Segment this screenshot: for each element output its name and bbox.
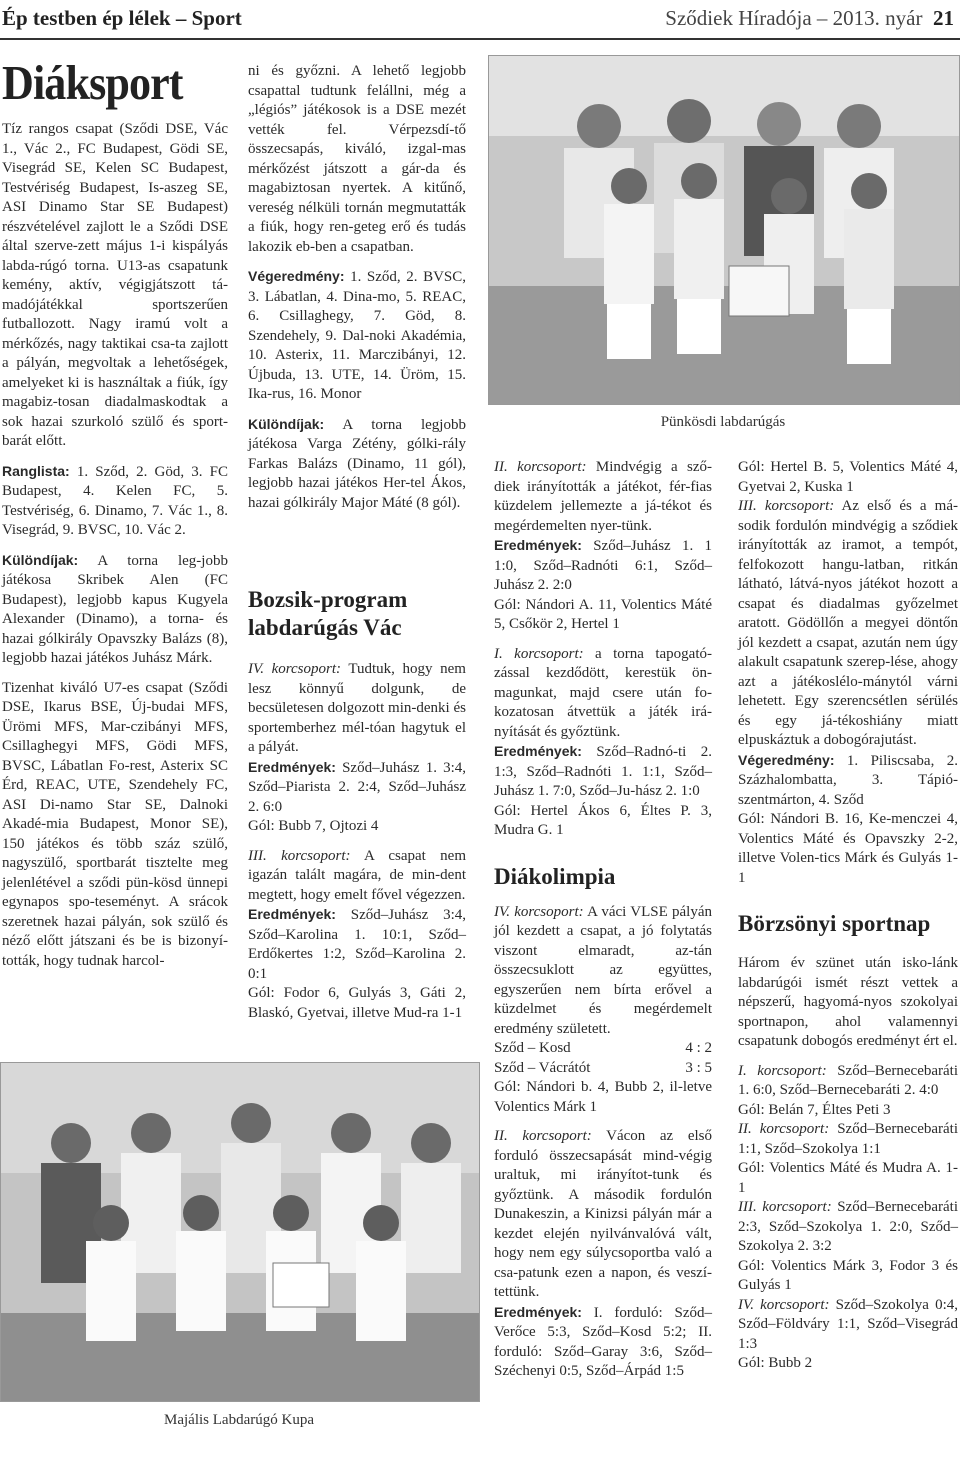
ii-gol: Gól: Nándori A. 11, Volentics Máté 5, Csőkör 2, Hertel 1: [494, 596, 712, 632]
text: A torna legjobb játékosa Varga Zétény, gólki-rály Farkas Balázs (Dinamo, 11 gól), legjobb hazai játékos Her-tel Ákos, hazai gólkirály Major Máté (8 gól).: [248, 416, 466, 511]
text: Mindvégig a sző-diek irányították a játékot, fér-fias küzdelem jellemezte a já-tékot és megérdemelten nyer-tünk.: [494, 459, 713, 534]
diakolimpia-vegeredmeny: [738, 751, 958, 811]
label: Eredmények:: [248, 758, 336, 775]
bozsik-column-a: [248, 660, 466, 1023]
iii-eredmenyek: [248, 905, 466, 984]
text: Sződ–Radnó-ti 2. 1:3, Sződ–Radnóti 1. 1:1, Sződ–Juhász 1. 7:0, Sződ–Ju-hász 2. 1:0: [494, 744, 712, 799]
i-gol: Gól: Hertel Ákos 6, Éltes P. 3, Mudra G. 1: [494, 802, 712, 838]
publication-info: [665, 6, 954, 31]
section-title: Ép testben ép lélek – Sport: [2, 6, 242, 30]
text: 1. Sződ, 2. Göd, 3. FC Budapest, 4. Kelen FC, 5. Testvériség, 6. Dinamo, 7. Vác 1., 8. Visegrád, 9. BVSC, 10. Vác 2.: [2, 463, 229, 538]
borzsony-i-gol: Gól: Belán 7, Éltes Peti 3: [738, 1101, 891, 1118]
text: Sződ–Juhász 1. 1 1:0, Sződ–Radnóti 6:1, Sződ–Juhász 2. 2:0: [494, 538, 713, 593]
publication-name: Sződiek Híradója – 2013. nyár: [665, 6, 923, 30]
header-rule: [0, 38, 960, 40]
text: Tudtuk, hogy nem lesz könnyű dolgunk, de becsületesen dolgozott min-denki és sportemberhez mél-tóan hagytuk el a pályát.: [248, 661, 466, 755]
text: Vácon az első forduló összecsapását mind-végig uraltuk, mi irányítot-tunk és győztünk. A második fordulón Dunakeszin, a Kinizsi pályán már a kezdet elején nyilvánvalóvá vált, hogy nem egy súlycsoportba való a csa-patunk ezen a napon, és veszí-tettünk.: [494, 1128, 712, 1300]
iv-korcsoport: [248, 660, 466, 758]
photo-may-caption: Majális Labdarúgó Kupa: [164, 1412, 314, 1428]
text: Sződ–Bernecebaráti 2:3, Sződ–Szokolya 1. 2:0, Sződ–Szokolya 2. 3:2: [738, 1199, 959, 1254]
text: 1. Sződ, 2. BVSC, 3. Lábatlan, 4. Dina-mo, 5. REAC, 6. Csillaghegy, 7. Göd, 8. Szendehely, 9. Dal-noki Akadémia, 10. Asterix, 11. Marczibányi, 12. Újbuda, 13. UTE, 14. Üröm, 15. Ika-rus, 16. Monor: [248, 269, 467, 402]
table-row: [494, 1039, 712, 1059]
i-eredmenyek: [494, 742, 712, 802]
paragraph: Tíz rangos csapat (Sződi DSE, Vác 1., Vác 2., FC Budapest, Gödi SE, Visegrád SE, Kelen SC Budapest, Testvériség Budapest, Is-aszeg SE, ASI Dinamo Star SE Budapest) részvételével zajlott le a Sződi DSE által szerve-zett május 1-i kispályás labda-rúgó torna. U13-as csapatunk kemény, aktív, végigjátszott tá-madójátékkal sportszerűen futballozott. Nagy iramú volt a mérkőzés, nagy taktikai csa-ta zajlott a pályán, megvoltak a lehetőségek, amelyeket ki is használtak a fiúk, így magabiz-tosan diadalmaskodtak a sok hazai szurkoló szülő és sport-barát előtt.: [2, 121, 228, 449]
text: Sződ–Juhász 1. 3:4, Sződ–Piarista 2. 2:4, Sződ–Juhász 2. 6:0: [248, 759, 466, 815]
section-heading-diakolimpia: Diákolimpia: [494, 863, 616, 889]
photo-pentecost: [488, 55, 960, 405]
text: A csapat nem igazán talált magára, de min-dent megtett, hogy emelt fővel végezzen.: [248, 847, 467, 903]
iv-gol: Gól: Bubb 7, Ojtozi 4: [248, 818, 379, 834]
bozsik-title-block: [248, 586, 466, 642]
ii-eredmenyek: [494, 536, 712, 596]
i-korcsoport: [494, 645, 712, 743]
photo-pentecost-caption: Pünkösdi labdarúgás: [660, 414, 786, 430]
text: Sződ–Bernecebaráti 1:1, Sződ–Szokolya 1:1: [738, 1121, 958, 1157]
borzsony-iii-gol: Gól: Volentics Márk 3, Fodor 3 és Gulyás 1: [738, 1257, 958, 1293]
borzsony-i: [738, 1062, 958, 1101]
column-4: [738, 458, 958, 1374]
label: IV. korcsoport:: [248, 661, 342, 677]
iii-korcsoport: [248, 847, 466, 906]
label: Végeredmény:: [248, 268, 345, 284]
label: Eredmények:: [494, 1303, 582, 1320]
diakolimpia-ii-eredmenyek: [494, 1303, 712, 1382]
label: Különdíjak:: [248, 415, 325, 432]
borzsony-iii: [738, 1198, 958, 1257]
borzsony-iv-gol: Gól: Bubb 2: [738, 1355, 813, 1371]
text: A váci VLSE pályán jól kezdett a csapat, a jó folytatás viszont elmaradt, az-tán összecsuklott az együttes, egyszerűen nem bírta erővel a küzdelmet és megérdemelt eredmény született.: [494, 903, 712, 1037]
label: IV. korcsoport:: [494, 903, 584, 920]
column-1: [2, 120, 228, 971]
photo-pentecost-image: [489, 56, 959, 404]
paragraph: ni és győzni. A lehető legjobb csapattal tudtunk felállni, még a „légiós” játékosok is a DSE mezét vették fel. Vérpezsdí-tő összecsapás, kiváló, izgal-mas mérkőzést játszott a gár-da és magabiztosan nyertek. A kitűnő, vereség nélküli tornán megmutatták a fiúk, hogy ren-geteg erő és tudás lakozik eb-ben a csapatban.: [248, 63, 466, 255]
borzsony-intro: Három év szünet után isko-lánk labdarúgói ismét részt vettek a népszerű, hagyomá-nyos szokolyai sportnapon, ahol valamennyi csapatunk dobogós eredményt ért el.: [738, 955, 958, 1049]
label: Különdíjak:: [2, 551, 79, 568]
diakolimpia-iv-gol: Gól: Nándori b. 4, Bubb 2, il-letve Volentics Márk 1: [494, 1079, 712, 1115]
diakolimpia-iii-gol: Gól: Nándori B. 16, Ke-menczei 4, Volentics Máté és Opavszky 2-2, illetve Volen-tics Márk és Gulyás 1-1: [738, 811, 958, 886]
kulondijak: [2, 551, 228, 669]
bozsik-column-b: [494, 458, 712, 1382]
label: Ranglista:: [2, 462, 70, 479]
text: Az első és a má-sodik fordulón mindvégig a sződiek irányították az iramot, a tempót, felfokozott hangu-latban, ritkán látható, látvá-nyos játékot hozott a csapat és diadalmas győzelmet aratott. Gödöllőn a megyei döntőn jól kezdett a csapat, azután nem úgy alakult csapatunk szerep-lése, ahogy azt a játékoslélo-mánytól várni lehetett. Egy szerencsétlen sérülés és egy já-tékoshiány miatt elpuskáztuk a dobogórajutást.: [738, 498, 958, 748]
label: II. korcsoport:: [738, 1121, 830, 1137]
diakolimpia-iv: [494, 903, 712, 1040]
kulondijak-2: [248, 415, 466, 514]
label: Eredmények:: [494, 537, 582, 553]
section-heading-bozsik: Bozsik-program labdarúgás Vác: [248, 587, 408, 640]
label: I. korcsoport:: [738, 1062, 827, 1079]
label: II. korcsoport:: [494, 1128, 592, 1144]
borzsony-ii-gol: Gól: Volentics Máté és Mudra A. 1-1: [738, 1160, 958, 1196]
label: I. korcsoport:: [494, 645, 584, 662]
label: II. korcsoport:: [494, 459, 587, 475]
text: Sződ–Juhász 3:4, Sződ–Karolina 1. 10:1, Sződ–Erdőkertes 1:2, Sződ–Karolina 2. 0:1: [248, 907, 466, 982]
label: IV. korcsoport:: [738, 1296, 830, 1313]
ii-korcsoport: [494, 458, 712, 536]
iv-eredmenyek: [248, 758, 466, 818]
ranglista: [2, 462, 228, 541]
text: Sződ–Bernecebaráti 1. 6:0, Sződ–Bernecebaráti 2. 4:0: [738, 1062, 958, 1098]
column-2-top: [248, 62, 466, 513]
iii-gol: Gól: Fodor 6, Gulyás 3, Gáti 2, Blaskó, Gyetvai, illetve Mud-ra 1-1: [248, 985, 466, 1021]
results-table: [494, 1039, 712, 1078]
text: a torna tapogató-zással kezdődött, kerestük ön-magunkat, majd csere után fo-kozatosan átvettük a játék irá-nyítását és győztünk.: [494, 645, 712, 740]
page-number: 21: [933, 6, 954, 30]
label: III. korcsoport:: [738, 498, 835, 514]
match: Sződ – Vácrátót: [494, 1059, 591, 1076]
section-heading-borzsony: Börzsönyi sportnap: [738, 911, 931, 936]
text: A torna leg-jobb játékosa Skribek Alen (FC Budapest), legjobb kapus Kugyela Alexander (Dinamo), a torna- és hazai gólkirály Opavszky Balázs (8), legjobb hazai játékos Juhász Márk.: [2, 552, 228, 666]
diakolimpia-gol-2: Gól: Hertel B. 5, Volentics Máté 4, Gyetvai 2, Kuska 1: [738, 459, 958, 495]
label: Végeredmény:: [738, 751, 835, 768]
label: III. korcsoport:: [738, 1199, 832, 1215]
paragraph-u7: Tizenhat kiváló U7-es csapat (Sződi DSE, Ikarus BSE, Új-budai MFS, Ürömi MFS, Mar-czibányi MFS, Csillaghegyi MFS, Gödi MFS, BVSC, Lábatlan Fo-rest, Asterix SC Érd, REAC, UTE, Szendehely FC, ASI Di-namo Star SE, Dalnoki Akadé-mia Budapest, Monor SE), 150 játékos és több száz szülő, nagyszülő, sportbarát tisztelte meg jelenlétével a sződi pün-kösd ünnepi egynapos spo-teseményt. A srácok szeretnek hazai pályán, sok szülő és néző előtt játszani és be is bizonyí-tották, hogy tudnak harcol-: [2, 679, 228, 969]
photo-may-cup-image: [1, 1063, 479, 1401]
score: 3 : 5: [685, 1059, 712, 1076]
text: I. forduló: Sződ–Verőce 5:3, Sződ–Kosd 5:2; II. forduló: Sződ–Garay 3:6, Sződ–Széchenyi 0:5, Sződ–Árpád 1:5: [494, 1304, 712, 1379]
page-header: [0, 0, 960, 38]
diakolimpia-iii: [738, 497, 958, 751]
match: Sződ – Kosd: [494, 1040, 571, 1056]
text: Sződ–Szokolya 0:4, Sződ–Földváry 1:1, Sződ–Visegrád 1:3: [738, 1296, 958, 1352]
score: 4 : 2: [685, 1040, 712, 1056]
label: Eredmények:: [494, 743, 582, 759]
text: 1. Piliscsaba, 2. Százhalombatta, 3. Tápió-szentmárton, 4. Sződ: [738, 752, 958, 808]
diakolimpia-ii: [494, 1127, 712, 1303]
label: Eredmények:: [248, 906, 336, 922]
vegeredmeny: [248, 267, 466, 405]
photo-may-cup: [0, 1062, 480, 1402]
table-row: [494, 1059, 712, 1079]
borzsony-ii: [738, 1120, 958, 1159]
label: III. korcsoport:: [248, 847, 351, 864]
borzsony-iv: [738, 1296, 958, 1355]
article-title: Diáksport: [2, 55, 183, 110]
